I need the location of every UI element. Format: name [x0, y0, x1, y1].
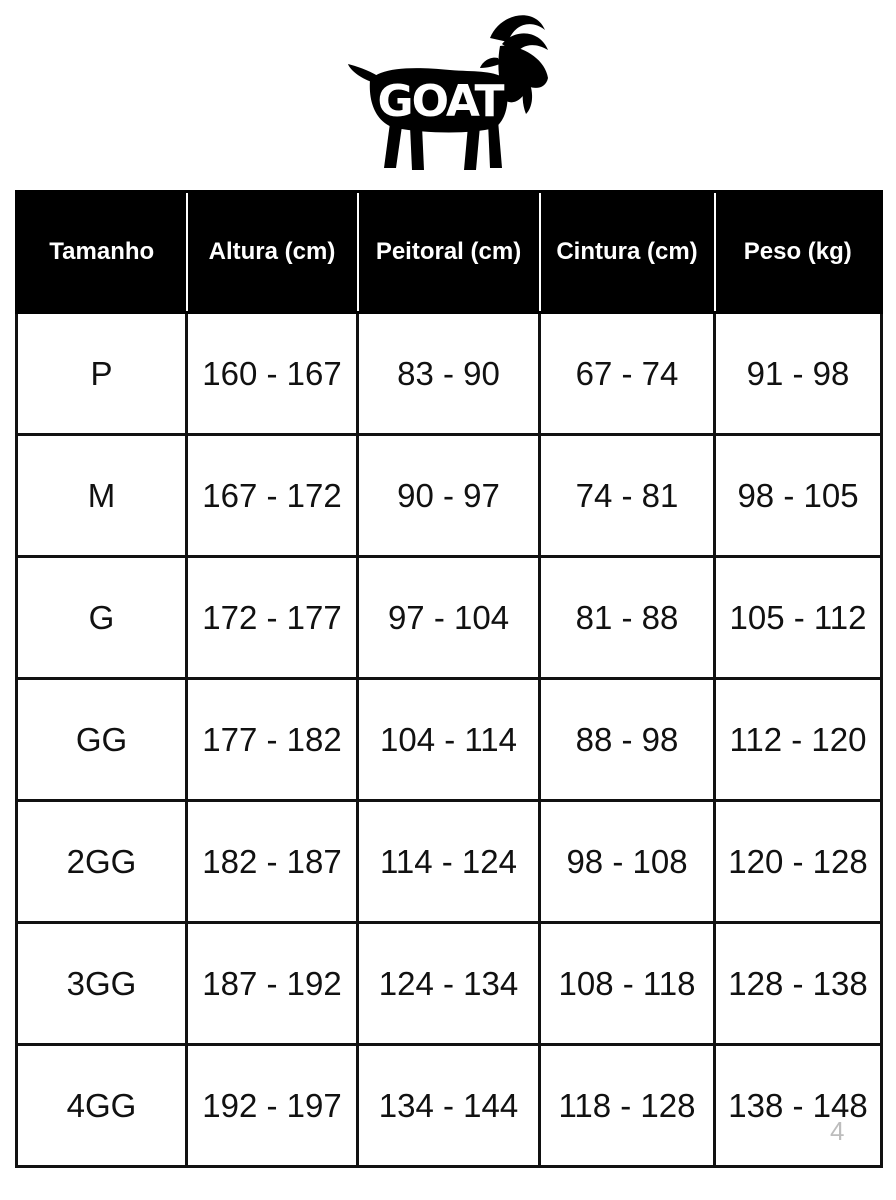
cell-height: 172 - 177 [187, 557, 358, 679]
cell-chest: 134 - 144 [358, 1045, 540, 1167]
table-row [17, 923, 882, 1045]
cell-height: 192 - 197 [187, 1045, 358, 1167]
cell-waist: 81 - 88 [540, 557, 715, 679]
cell-height: 182 - 187 [187, 801, 358, 923]
cell-weight: 128 - 138 [715, 923, 882, 1045]
cell-weight: 105 - 112 [715, 557, 882, 679]
table-row [17, 435, 882, 557]
table-row [17, 679, 882, 801]
cell-chest: 90 - 97 [358, 435, 540, 557]
table-row [17, 313, 882, 435]
goat-logo [340, 8, 560, 178]
goat-logo-text: GOAT [377, 76, 503, 127]
goat-logo-icon [340, 8, 560, 178]
cell-chest: 104 - 114 [358, 679, 540, 801]
cell-waist: 98 - 108 [540, 801, 715, 923]
cell-waist: 88 - 98 [540, 679, 715, 801]
header-size: Tamanho [17, 192, 187, 313]
cell-size: GG [17, 679, 187, 801]
cell-height: 167 - 172 [187, 435, 358, 557]
cell-size: 2GG [17, 801, 187, 923]
cell-chest: 97 - 104 [358, 557, 540, 679]
cell-height: 187 - 192 [187, 923, 358, 1045]
table-row [17, 1045, 882, 1167]
header-height: Altura (cm) [187, 192, 358, 313]
watermark: 4 [830, 1116, 845, 1146]
cell-chest: 124 - 134 [358, 923, 540, 1045]
table-header-row [17, 192, 882, 313]
cell-waist: 108 - 118 [540, 923, 715, 1045]
cell-size: P [17, 313, 187, 435]
table-row [17, 557, 882, 679]
header-weight: Peso (kg) [715, 192, 882, 313]
header-waist: Cintura (cm) [540, 192, 715, 313]
cell-weight: 98 - 105 [715, 435, 882, 557]
cell-weight: 120 - 128 [715, 801, 882, 923]
cell-size: G [17, 557, 187, 679]
cell-weight: 112 - 120 [715, 679, 882, 801]
cell-waist: 118 - 128 [540, 1045, 715, 1167]
cell-waist: 74 - 81 [540, 435, 715, 557]
cell-chest: 114 - 124 [358, 801, 540, 923]
cell-size: M [17, 435, 187, 557]
header-chest: Peitoral (cm) [358, 192, 540, 313]
cell-weight: 91 - 98 [715, 313, 882, 435]
cell-waist: 67 - 74 [540, 313, 715, 435]
cell-size: 4GG [17, 1045, 187, 1167]
cell-weight: 138 - 148 [715, 1045, 882, 1167]
table-row [17, 801, 882, 923]
cell-height: 177 - 182 [187, 679, 358, 801]
cell-size: 3GG [17, 923, 187, 1045]
cell-chest: 83 - 90 [358, 313, 540, 435]
cell-height: 160 - 167 [187, 313, 358, 435]
size-chart-table [15, 190, 883, 1168]
